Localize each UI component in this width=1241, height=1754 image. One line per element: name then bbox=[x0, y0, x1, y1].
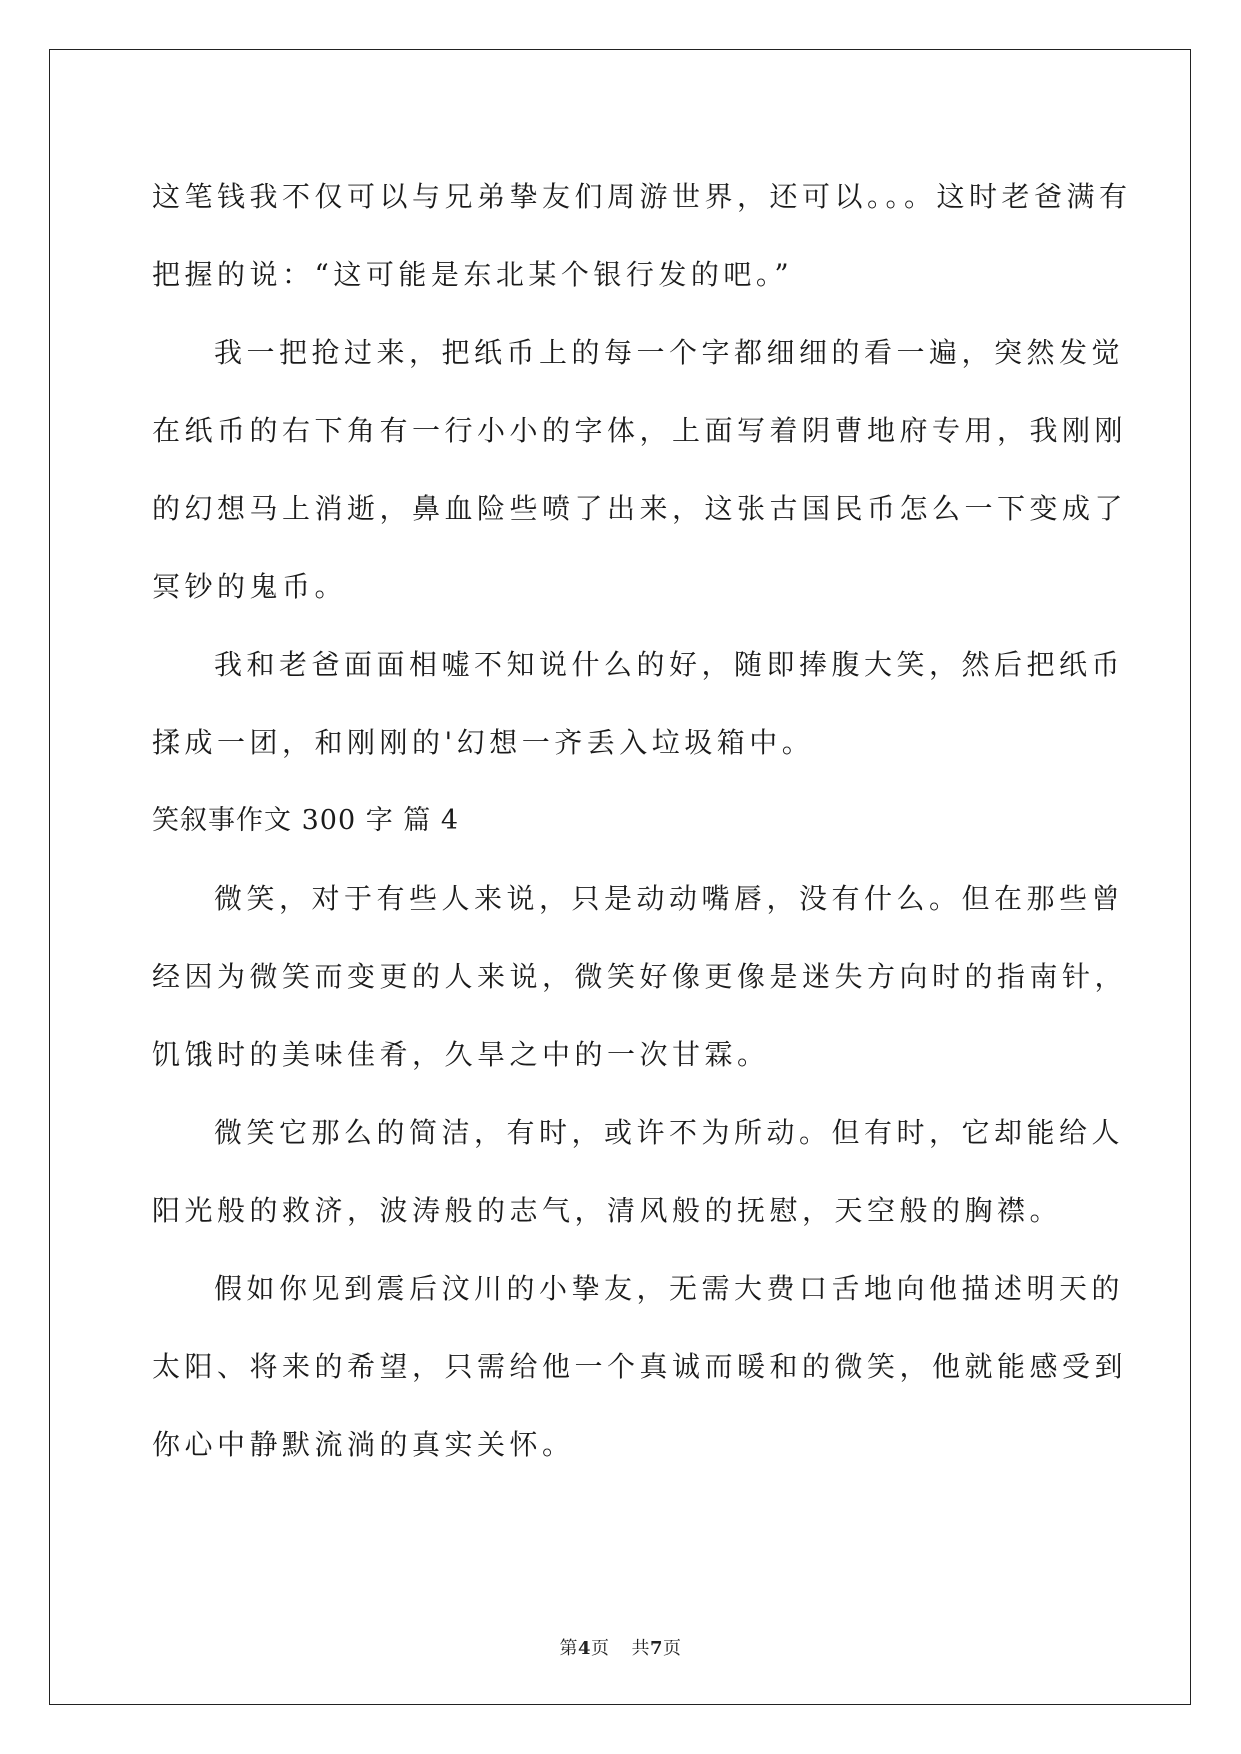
text-line: 阳光般的救济，波涛般的志气，清风般的抚慰，天空般的胸襟。 bbox=[152, 1194, 1063, 1227]
text-line: 太阳、将来的希望，只需给他一个真诚而暖和的微笑，他就能感受到 bbox=[152, 1350, 1128, 1383]
total-page-count: 7 bbox=[650, 1638, 664, 1659]
text-line: 冥钞的鬼币。 bbox=[152, 570, 348, 603]
paragraph-start-line: 我一把抢过来，把纸币上的每一个字都细细的看一遍，突然发觉 bbox=[214, 336, 1125, 369]
page-number-footer bbox=[0, 1634, 1241, 1660]
paragraph-start-line: 微笑它那么的简洁，有时，或许不为所动。但有时，它却能给人 bbox=[214, 1116, 1125, 1149]
text-line: 把握的说：“这可能是东北某个银行发的吧。” bbox=[152, 258, 794, 291]
current-page-number: 4 bbox=[577, 1638, 591, 1659]
paragraph-start-line: 假如你见到震后汶川的小挚友，无需大费口舌地向他描述明天的 bbox=[214, 1272, 1125, 1305]
page-prefix: 第 bbox=[559, 1638, 578, 1659]
total-suffix: 页 bbox=[663, 1638, 682, 1659]
text-line: 你心中静默流淌的真实关怀。 bbox=[152, 1428, 575, 1461]
text-line: 这笔钱我不仅可以与兄弟挚友们周游世界，还可以。。。这时老爸满有 bbox=[152, 180, 1132, 213]
text-line: 在纸币的右下角有一行小小的字体，上面写着阴曹地府专用，我刚刚 bbox=[152, 414, 1128, 447]
total-prefix: 共 bbox=[631, 1638, 650, 1659]
page-suffix: 页 bbox=[591, 1638, 610, 1659]
paragraph-start-line: 我和老爸面面相嘘不知说什么的好，随即捧腹大笑，然后把纸币 bbox=[214, 648, 1125, 681]
text-line: 经因为微笑而变更的人来说，微笑好像更像是迷失方向时的指南针， bbox=[152, 960, 1128, 993]
paragraph-start-line: 微笑，对于有些人来说，只是动动嘴唇，没有什么。但在那些曾 bbox=[214, 882, 1125, 915]
section-heading: 笑叙事作文 300 字 篇 4 bbox=[152, 805, 460, 836]
text-line: 的幻想马上消逝，鼻血险些喷了出来，这张古国民币怎么一下变成了 bbox=[152, 492, 1128, 525]
text-line: 揉成一团，和刚刚的'幻想一齐丢入垃圾箱中。 bbox=[152, 726, 815, 759]
document-body bbox=[152, 158, 1132, 1484]
text-line: 饥饿时的美味佳肴，久旱之中的一次甘霖。 bbox=[152, 1038, 770, 1071]
